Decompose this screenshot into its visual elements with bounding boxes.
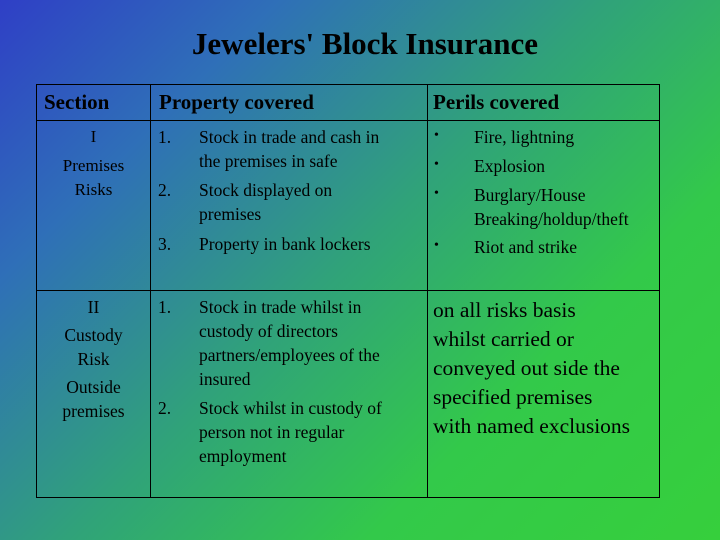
peril-line: on all risks basis [433,298,576,322]
column-divider [150,85,151,497]
property-line: Stock displayed on [199,180,333,200]
property-item-number: 1. [158,297,172,317]
header-section: Section [44,90,110,114]
property-line: employment [199,446,287,466]
peril-item: Fire, lightning [474,127,575,147]
property-item [199,396,382,468]
property-line: premises [199,204,262,224]
section-row-1-label [37,125,150,203]
coverage-table [36,84,660,498]
bullet-icon: • [434,157,439,172]
section-line: premises [62,401,125,421]
section-line: Outside [66,377,121,397]
section-line: II [87,297,100,317]
property-item [199,295,380,391]
peril-line: whilst carried or [433,327,574,351]
section-line: I [90,127,97,146]
property-line: person not in regular [199,422,345,442]
slide-title: Jewelers' Block Insurance [191,26,539,61]
peril-item: Explosion [474,156,545,176]
property-line: Stock in trade whilst in [199,297,362,317]
property-line: insured [199,369,251,389]
section-line: Premises [62,155,125,175]
property-item-number: 3. [158,234,172,254]
property-item-number: 1. [158,127,172,147]
bullet-icon: • [434,128,439,143]
peril-line: Burglary/House [474,185,586,205]
peril-line: Breaking/holdup/theft [474,209,629,229]
row-divider [37,120,659,121]
column-divider [427,85,428,497]
property-line: Stock whilst in custody of [199,398,382,418]
header-perils-covered: Perils covered [433,90,560,114]
property-item [199,232,371,256]
property-item [199,178,332,226]
property-item-number: 2. [158,398,172,418]
section-line: Custody [64,325,123,345]
bullet-icon: • [434,186,439,201]
property-line: the premises in safe [199,151,338,171]
peril-item [474,183,629,231]
header-property-covered: Property covered [159,90,314,114]
section-line: Risks [74,180,113,199]
section-line: Risk [77,349,110,369]
peril-line: conveyed out side the [433,356,620,380]
bullet-icon: • [434,238,439,253]
section-row-2-label [37,295,150,423]
peril-line: specified premises [433,385,593,409]
peril-line: with named exclusions [433,414,631,438]
peril-description [433,296,630,441]
property-line: custody of directors [199,321,338,341]
row-divider [37,290,659,291]
property-line: partners/employees of the [199,345,380,365]
peril-item: Riot and strike [474,237,578,257]
property-line: Stock in trade and cash in [199,127,380,147]
property-line: Property in bank lockers [199,234,371,254]
property-item [199,125,379,173]
property-item-number: 2. [158,180,172,200]
